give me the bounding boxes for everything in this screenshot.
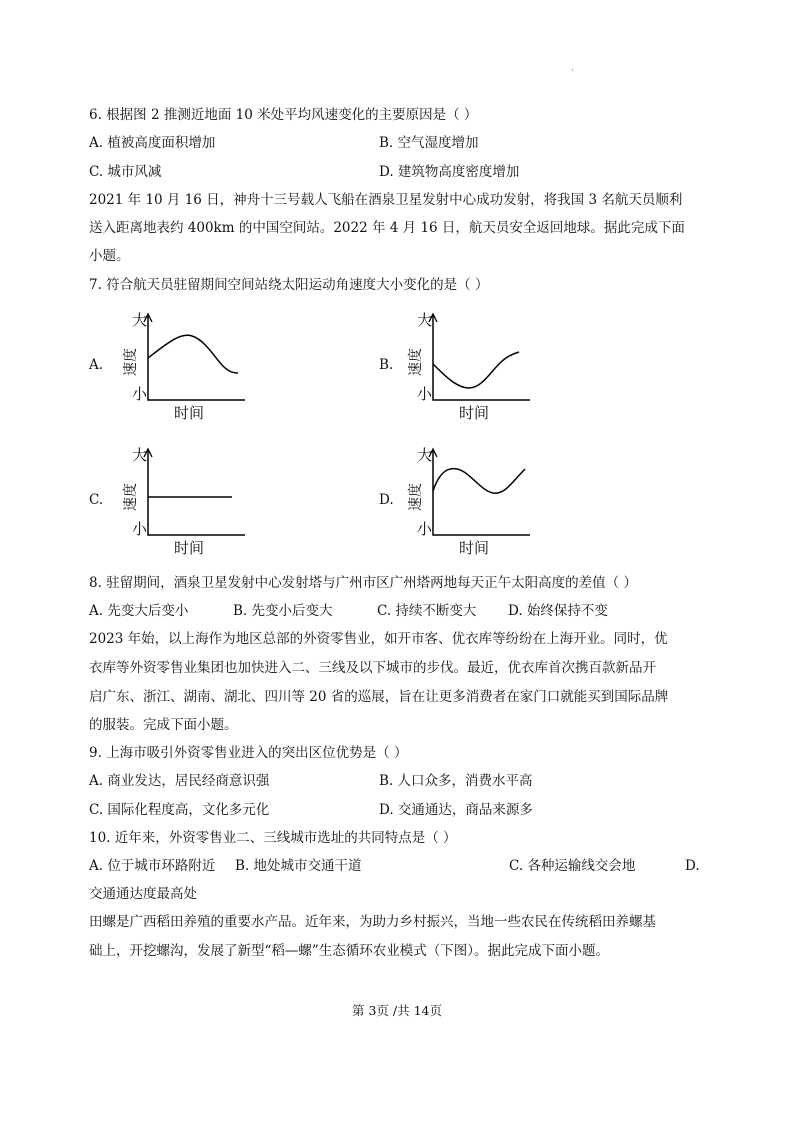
y-axis-label: 速度	[123, 348, 139, 376]
curve-a	[148, 335, 238, 373]
q7-graph-d	[395, 443, 535, 558]
q6-option-b[interactable]: B. 空气湿度增加	[379, 135, 479, 151]
q9-option-a[interactable]: A. 商业发达，居民经商意识强	[89, 773, 270, 789]
passage3-line-2: 础上，开挖螺沟，发展了新型“稻—螺”生态循环农业模式（下图）。据此完成下面小题。	[89, 943, 610, 959]
y-axis-label: 速度	[408, 483, 424, 511]
curve-d	[433, 469, 525, 494]
axis-bottom-label: 小	[132, 385, 148, 403]
q9-option-d[interactable]: D. 交通通达，商品来源多	[379, 802, 533, 818]
passage1-line-2: 送入距离地表约 400km 的中国空间站。2022 年 4 月 16 日，航天员安全返回地球。据此完成下面	[89, 220, 685, 236]
q7-option-a-label[interactable]: A.	[89, 357, 104, 373]
q7-option-c-label[interactable]: C.	[89, 492, 104, 508]
axes	[433, 451, 530, 535]
q8-option-b[interactable]: B. 先变小后变大	[233, 603, 333, 619]
q8-option-d[interactable]: D. 始终保持不变	[508, 603, 608, 619]
q9-option-b[interactable]: B. 人口众多，消费水平高	[379, 773, 533, 789]
q10-option-b[interactable]: B. 地处城市交通干道	[235, 858, 362, 874]
axis-bottom-label: 小	[417, 520, 433, 538]
x-axis-label: 时间	[174, 404, 205, 422]
passage2-line-2: 衣库等外资零售业集团也加快进入二、三线及以下城市的步伐。最近，优衣库首次携百款新品开	[89, 660, 656, 676]
q7-stem: 7. 符合航天员驻留期间空间站绕太阳运动角速度大小变化的是（ ）	[89, 277, 489, 293]
axis-top-label: 大	[417, 311, 433, 329]
page-footer: 第 3页 /共 14页	[352, 1003, 442, 1018]
q6-stem: 6. 根据图 2 推测近地面 10 米处平均风速变化的主要原因是（ ）	[89, 107, 478, 123]
q10-option-d-text[interactable]: 交通通达度最高处	[89, 886, 197, 902]
passage2-line-4: 的服装。完成下面小题。	[89, 717, 238, 733]
passage2-line-3: 启广东、浙江、湖南、湖北、四川等 20 省的巡展，旨在让更多消费者在家门口就能买到国际品牌	[89, 689, 669, 705]
q7-option-d-label[interactable]: D.	[379, 492, 394, 508]
y-axis-label: 速度	[123, 483, 139, 511]
axis-top-label: 大	[132, 446, 148, 464]
x-axis-label: 时间	[459, 404, 490, 422]
q10-option-a[interactable]: A. 位于城市环路附近	[89, 858, 216, 874]
axes	[148, 316, 245, 400]
x-axis-label: 时间	[459, 539, 490, 557]
axis-top-label: 大	[417, 446, 433, 464]
q8-stem: 8. 驻留期间，酒泉卫星发射中心发射塔与广州市区广州塔两地每天正午太阳高度的差值（ ）	[89, 575, 637, 591]
q6-option-a[interactable]: A. 植被高度面积增加	[89, 135, 216, 151]
y-axis-label: 速度	[408, 348, 424, 376]
q8-option-c[interactable]: C. 持续不断变大	[377, 603, 477, 619]
q10-option-d-label[interactable]: D.	[685, 858, 700, 874]
q9-stem: 9. 上海市吸引外资零售业进入的突出区位优势是（ ）	[89, 745, 408, 761]
q10-option-c[interactable]: C. 各种运输线交会地	[509, 858, 636, 874]
axes	[148, 451, 245, 535]
q7-graph-c	[110, 443, 250, 558]
passage1-line-3: 小题。	[89, 248, 130, 264]
axis-top-label: 大	[132, 311, 148, 329]
axis-bottom-label: 小	[132, 520, 148, 538]
q6-option-d[interactable]: D. 建筑物高度密度增加	[379, 164, 520, 180]
passage1-line-1: 2021 年 10 月 16 日，神舟十三号载人飞船在酒泉卫星发射中心成功发射，将我国 3 名航天员顺利	[89, 192, 683, 208]
axis-bottom-label: 小	[417, 385, 433, 403]
q6-option-c[interactable]: C. 城市风减	[89, 164, 162, 180]
q7-graph-b	[395, 308, 535, 423]
q8-option-a[interactable]: A. 先变大后变小	[89, 603, 189, 619]
q7-option-b-label[interactable]: B.	[379, 357, 394, 373]
axes	[433, 316, 530, 400]
q9-option-c[interactable]: C. 国际化程度高，文化多元化	[89, 802, 270, 818]
corner-mark: ·	[571, 66, 574, 76]
q7-graph-a	[110, 308, 250, 423]
q10-stem: 10. 近年来，外资零售业二、三线城市选址的共同特点是（ ）	[89, 830, 457, 846]
passage2-line-1: 2023 年始，以上海作为地区总部的外资零售业，如开市客、优衣库等纷纷在上海开业。同时，优	[89, 631, 668, 647]
curve-b	[433, 352, 519, 388]
x-axis-label: 时间	[174, 539, 205, 557]
passage3-line-1: 田螺是广西稻田养殖的重要水产品。近年来，为助力乡村振兴，当地一些农民在传统稻田养螺基	[89, 914, 656, 930]
